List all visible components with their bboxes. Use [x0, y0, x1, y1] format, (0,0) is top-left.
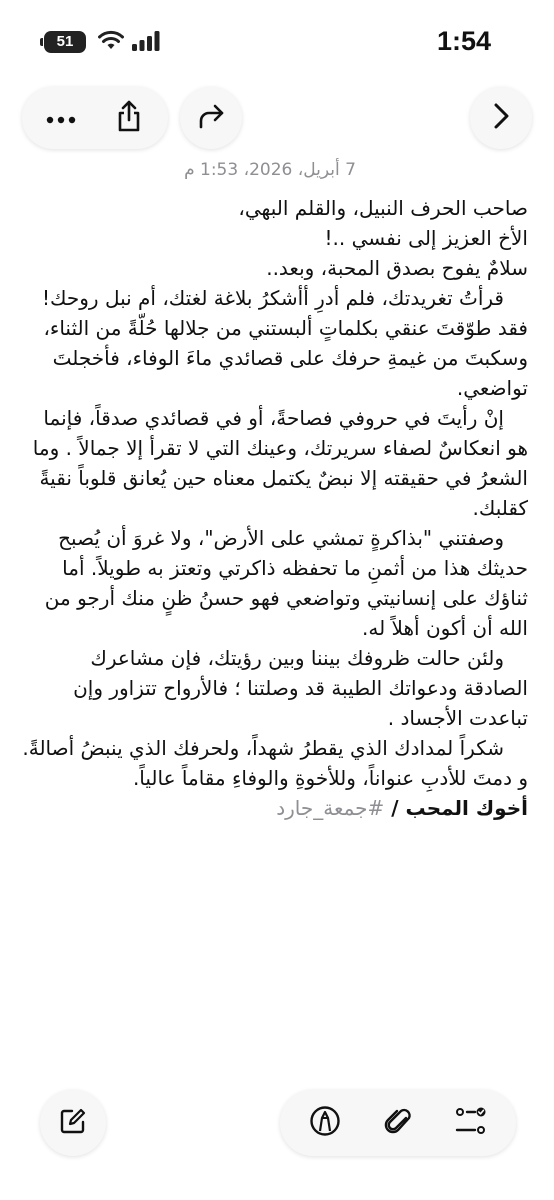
share-button[interactable]	[94, 87, 164, 149]
note-line: سلامٌ يفوح بصدق المحبة، وبعد..	[266, 256, 528, 280]
markup-button[interactable]	[290, 1090, 360, 1156]
note-body[interactable]	[22, 193, 528, 823]
redo-icon	[196, 103, 226, 133]
note-paragraph: إنْ رأيتَ في حروفي فصاحةً، أو في قصائدي صدقاً، فإنما هو انعكاسٌ لصفاء سريرتك، وعينك التي لا تقرأ إلا جمالاً . وما الشعرُ في حقيقته إلا نبضٌ يكتمل معناه حين يُعانق قلوباً نقيةً كقلبك.	[32, 406, 528, 520]
wifi-icon	[98, 30, 124, 56]
share-icon	[116, 100, 142, 136]
cellular-signal-icon	[132, 31, 160, 55]
checklist-icon	[455, 1106, 487, 1140]
forward-button[interactable]	[470, 87, 532, 149]
checklist-button[interactable]	[436, 1090, 506, 1156]
bottom-actions-group	[280, 1090, 516, 1156]
more-button[interactable]	[26, 87, 96, 149]
note-paragraph: وصفتني "بذاكرةٍ تمشي على الأرض"، ولا غروَ أن يُصبح حديثك هذا من أثمنِ ما تحفظه ذاكرتي وتعتز به طويلاً. أما ثناؤك على إنسانيتي وتواضعي فهو حسنُ ظنٍ منك أرجو من الله أن أكون أهلاً له.	[44, 526, 528, 640]
note-paragraph: شكراً لمدادك الذي يقطرُ شهداً، ولحرفك الذي ينبضُ أصالةً. و دمتَ للأدبِ عنواناً، وللأخوةِ والوفاءِ مقاماً عالياً.	[22, 736, 528, 790]
note-paragraph: ولئن حالت ظروفك بيننا وبين رؤيتك، فإن مشاعرك الصادقة ودعواتك الطيبة قد وصلتنا ؛ فالأرواح تتزاور وإن تباعدت الأجساد .	[73, 646, 528, 730]
compose-button[interactable]	[40, 1090, 106, 1156]
compose-icon	[59, 1107, 87, 1139]
hashtag-link[interactable]: #جمعة_جارد	[276, 796, 385, 820]
attachment-button[interactable]	[363, 1090, 433, 1156]
markup-pen-icon	[309, 1105, 341, 1141]
note-signature	[22, 793, 528, 823]
chevron-right-icon	[493, 103, 509, 133]
battery-indicator: 51	[44, 31, 86, 53]
signature-text: أخوك المحب /	[384, 796, 528, 820]
note-date: 7 أبريل، 2026، 1:53 م	[184, 160, 356, 180]
status-time: 1:54	[436, 26, 492, 56]
paperclip-icon	[384, 1105, 412, 1141]
note-line: صاحب الحرف النبيل، والقلم البهي،	[238, 196, 528, 220]
ellipsis-icon	[46, 109, 76, 128]
note-line: الأخ العزيز إلى نفسي ..!	[324, 226, 528, 250]
note-paragraph: قرأتُ تغريدتك، فلم أدرِ أأشكرُ بلاغة لغتك، أم نبل روحك! فقد طوّقتَ عنقي بكلماتٍ ألبستني من جلالها حُلّةً من الثناء، وسكبتَ من غيمةِ حرفك على قصائدي ماءَ الوفاء، فأخجلتَ تواضعي.	[42, 286, 528, 400]
status-bar	[0, 0, 554, 86]
top-actions-group	[22, 87, 168, 149]
redo-button[interactable]	[180, 87, 242, 149]
